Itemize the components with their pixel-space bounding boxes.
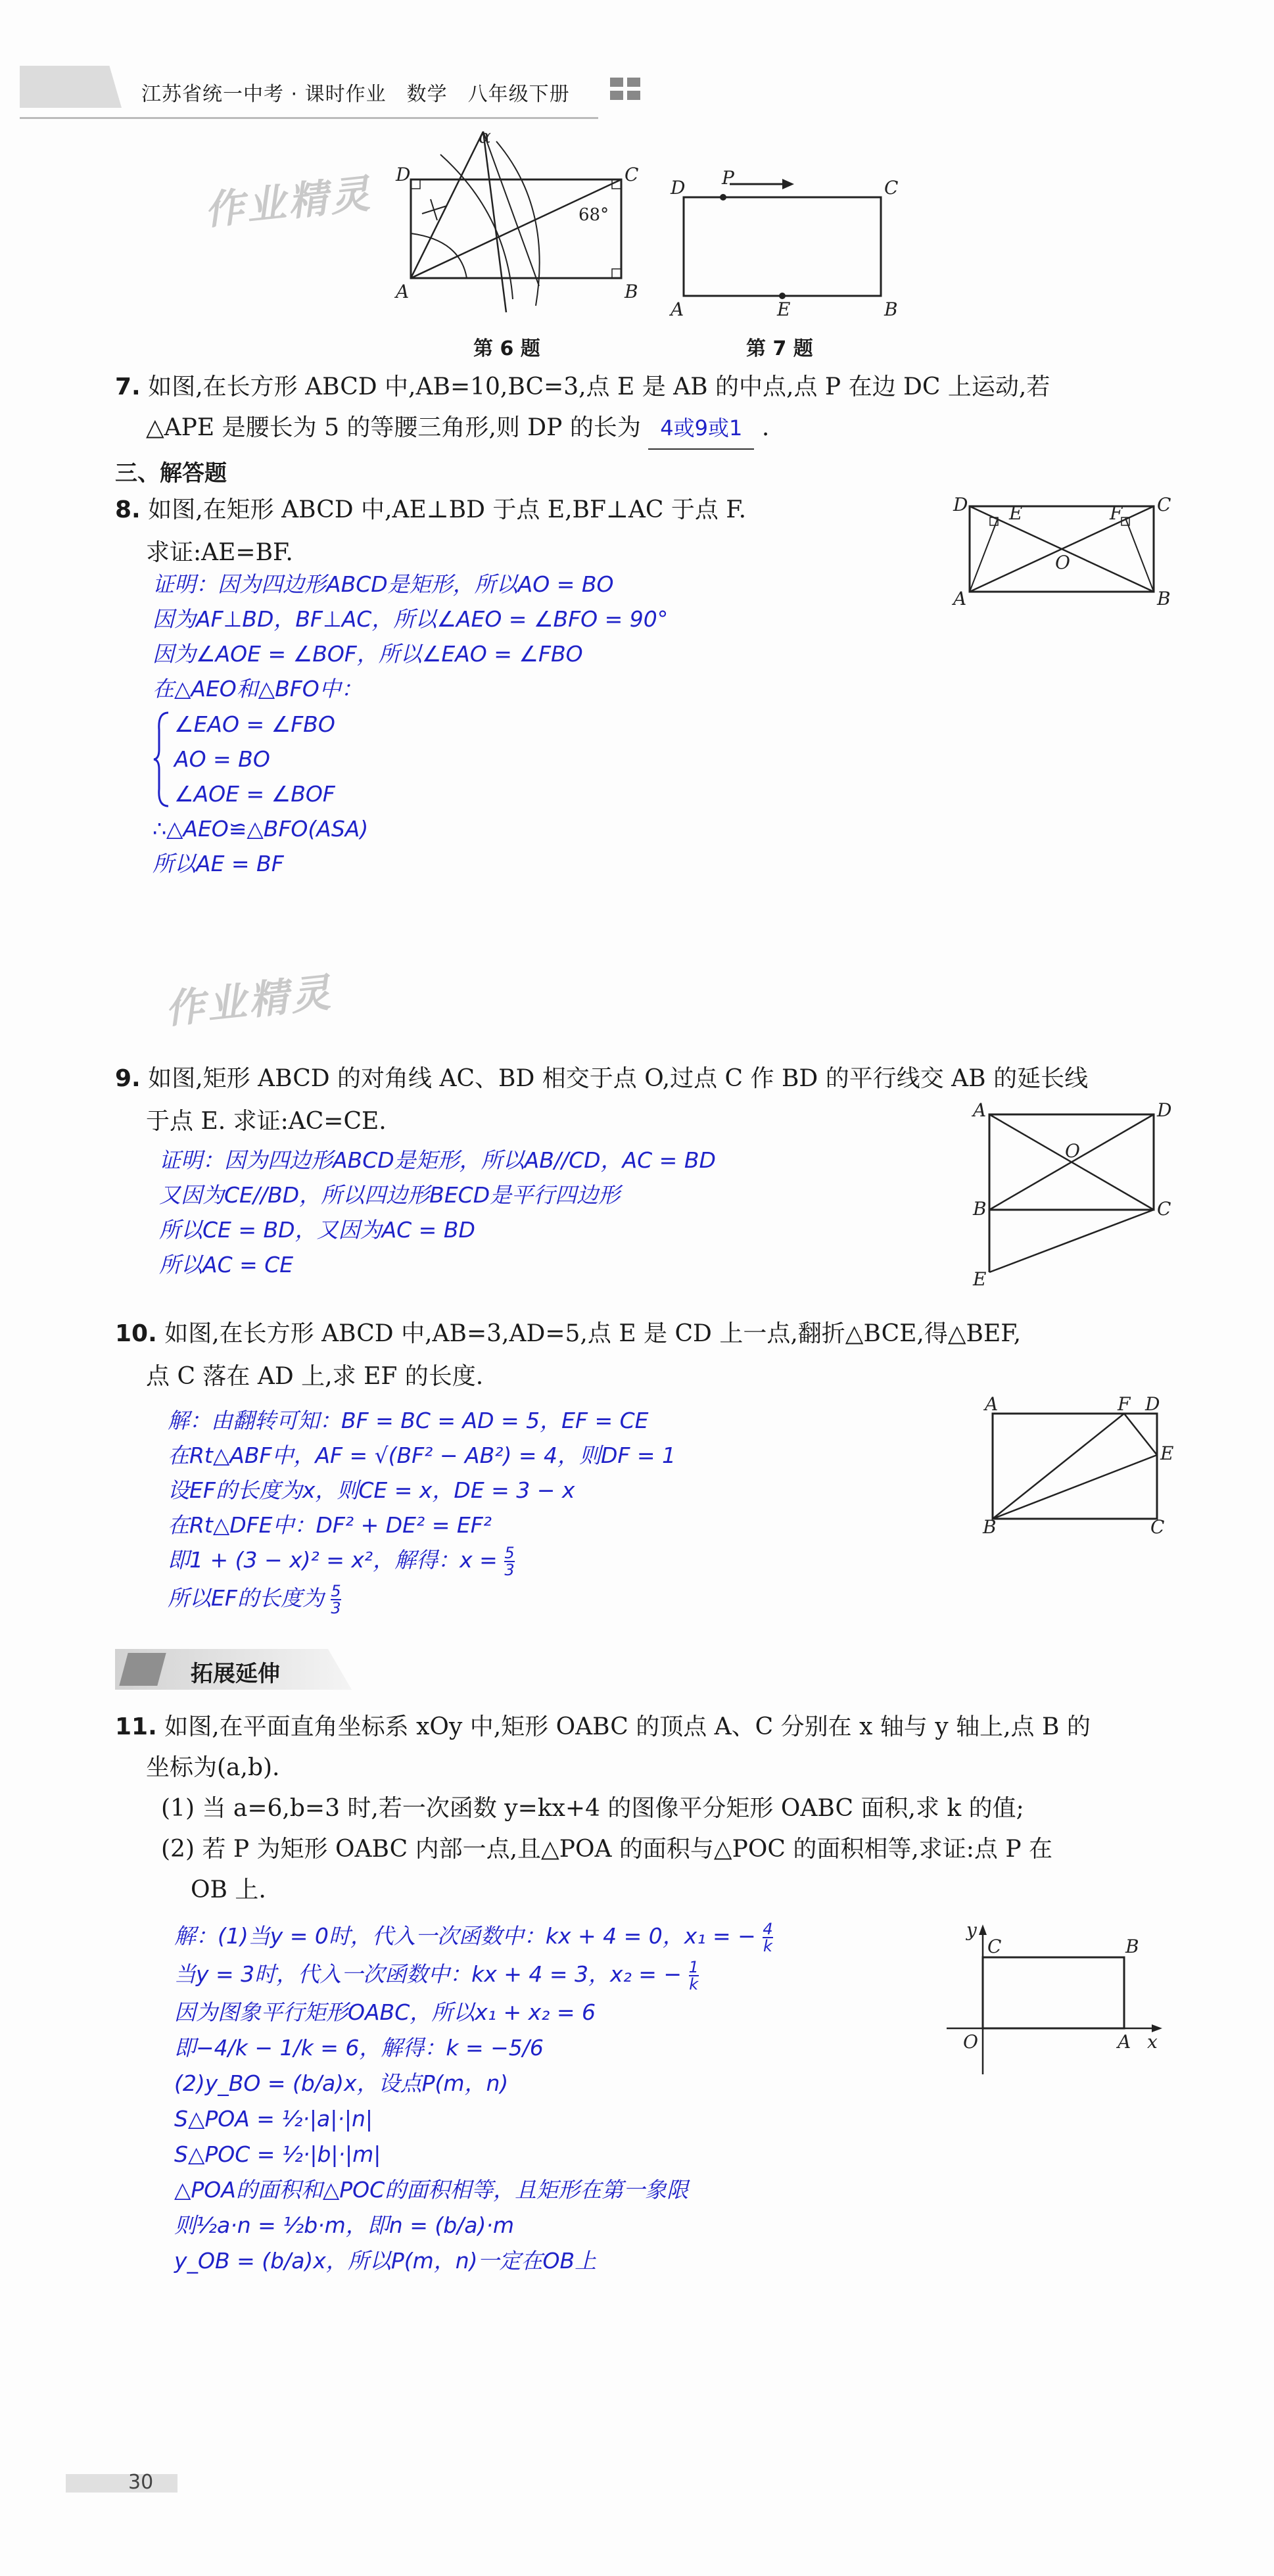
q8-line1 (115, 490, 746, 531)
q9-line1 (115, 1059, 1088, 1099)
q11-line2: 坐标为(a,b). (146, 1754, 280, 1781)
q11-frac2-den: k (689, 1974, 699, 1993)
q8-brace-icon (153, 710, 172, 809)
fig6-angle: 68° (578, 205, 609, 225)
q11-frac1-den: k (763, 1936, 772, 1955)
figure-11-diagram (947, 1923, 1170, 2081)
fig6-label-alpha: α (479, 128, 491, 147)
q10-fraction-final (331, 1583, 341, 1616)
q7-line1 (115, 367, 1050, 408)
footer-bar (66, 2474, 177, 2493)
q11-line1 (115, 1707, 1091, 1748)
q11-frac2-num: 1 (688, 1957, 699, 1976)
q8-solution-line-3: 因为∠AOE = ∠BOF，所以∠EAO = ∠FBO (153, 641, 583, 667)
q11-solution-line-10: y_OB = (b/a)x，所以P(m，n)一定在OB上 (174, 2248, 597, 2274)
q9-text-1: 如图,矩形 ABCD 的对角线 AC、BD 相交于点 O,过点 C 作 BD 的平行线交 AB 的延长线 (148, 1065, 1089, 1092)
fig11-label-b: B (1125, 1936, 1139, 1957)
fig8-label-c: C (1157, 494, 1171, 515)
q11-solution-line-5: (2)y_BO = (b/a)x，设点P(m，n) (174, 2070, 509, 2096)
fig9-label-e: E (973, 1268, 987, 1290)
q9-solution-line-4: 所以AC = CE (159, 1252, 294, 1277)
section-solution-heading: 三、解答题 (115, 460, 227, 487)
fig9-label-d: D (1157, 1099, 1172, 1121)
fig8-label-e: E (1009, 502, 1023, 524)
q8-condition-2: AO = BO (174, 746, 270, 772)
page-number: 30 (128, 2471, 154, 2494)
q11-solution-line-3: 因为图象平行矩形OABC，所以x₁ + x₂ = 6 (174, 1999, 596, 2025)
q8-condition-1: ∠EAO = ∠FBO (174, 711, 335, 737)
q9-solution-line-3: 所以CE = BD，又因为AC = BD (159, 1217, 475, 1243)
fig8-label-f: F (1110, 502, 1123, 524)
fig11-label-y: y (966, 1923, 977, 1941)
q7-line2 (146, 408, 769, 450)
q10-frac-den: 3 (504, 1560, 515, 1579)
figure-7-diagram (664, 158, 914, 322)
q10-line1 (115, 1314, 1021, 1354)
figure-6-diagram (381, 128, 644, 319)
q11-fraction-1 (763, 1921, 772, 1954)
q10-solution-line-1: 解：由翻转可知：BF = BC = AD = 5，EF = CE (168, 1408, 649, 1433)
q10-solution-line-6 (168, 1581, 341, 1616)
watermark-top: 作业精灵 (202, 170, 375, 235)
q11-fraction-2 (689, 1959, 699, 1992)
fig11-label-o: O (963, 2031, 978, 2053)
q11-solution-line-1 (174, 1919, 773, 1954)
q9-solution-line-1: 证明：因为四边形ABCD是矩形，所以AB//CD，AC = BD (159, 1147, 716, 1173)
watermark-middle: 作业精灵 (162, 969, 335, 1034)
q10-line2: 点 C 落在 AD 上,求 EF 的长度. (146, 1363, 484, 1390)
q10-solution-line-6-text: 所以EF的长度为 (168, 1585, 324, 1611)
fig6-label-d: D (396, 164, 411, 185)
fig7-label-p: P (722, 167, 734, 189)
fig9-label-o: O (1065, 1140, 1080, 1162)
fig11-label-x: x (1147, 2031, 1158, 2053)
q7-text-1: 如图,在长方形 ABCD 中,AB=10,BC=3,点 E 是 AB 的中点,点 P 在边 DC 上运动,若 (148, 373, 1050, 400)
q7-period: . (761, 414, 770, 441)
q9-line2: 于点 E. 求证:AC=CE. (146, 1108, 387, 1135)
q10-solution-line-5-text: 即1 + (3 − x)² = x²，解得：x = (168, 1547, 498, 1573)
header-grid-icon (610, 78, 647, 104)
q10-frac-num: 5 (504, 1543, 515, 1562)
q8-text-1: 如图,在矩形 ABCD 中,AE⊥BD 于点 E,BF⊥AC 于点 F. (148, 496, 747, 523)
fig8-label-b: B (1157, 588, 1171, 609)
q10-solution-line-5 (168, 1542, 515, 1578)
figure-9-diagram (966, 1098, 1177, 1295)
q7-text-2: △APE 是腰长为 5 的等腰三角形,则 DP 的长为 (146, 414, 641, 441)
fig10-label-d: D (1145, 1394, 1160, 1415)
q10-solution-line-3: 设EF的长度为x，则CE = x，DE = 3 − x (168, 1477, 575, 1503)
q8-solution-line-1: 证明：因为四边形ABCD是矩形，所以AO = BO (153, 571, 614, 597)
figure-8-diagram (947, 490, 1177, 611)
q11-text-1: 如图,在平面直角坐标系 xOy 中,矩形 OABC 的顶点 A、C 分别在 x 轴与 y 轴上,点 B 的 (164, 1713, 1091, 1740)
q8-solution-line-4: 在△AEO和△BFO中： (153, 676, 363, 702)
header-tab-decoration (20, 66, 122, 108)
q11-number: 11. (115, 1713, 157, 1740)
q8-line2: 求证:AE=BF. (146, 539, 293, 566)
q9-number: 9. (115, 1065, 141, 1092)
q8-solution-conclusion: ∴△AEO≌△BFO(ASA) (153, 816, 369, 842)
fig11-label-a: A (1118, 2031, 1131, 2053)
book-header-title: 江苏省统一中考 · 课时作业 数学 八年级下册 (141, 83, 570, 106)
q11-solution-line-2 (174, 1957, 699, 1992)
q11-solution-line-1-text: 解：(1)当y = 0时，代入一次函数中：kx + 4 = 0，x₁ = − (174, 1923, 756, 1949)
q8-condition-3: ∠AOE = ∠BOF (174, 781, 335, 807)
fig10-label-a: A (985, 1394, 999, 1415)
fig10-label-c: C (1150, 1516, 1165, 1535)
header-rule (20, 117, 598, 119)
q11-solution-line-8: △POA的面积和△POC的面积相等，且矩形在第一象限 (174, 2177, 689, 2203)
fig6-label-a: A (396, 281, 410, 302)
fig9-label-b: B (973, 1198, 987, 1220)
q11-part2-line2: OB 上. (191, 1876, 266, 1903)
q10-text-1: 如图,在长方形 ABCD 中,AB=3,AD=5,点 E 是 CD 上一点,翻折△BCE,得△BEF, (164, 1320, 1022, 1347)
q11-part1: (1) 当 a=6,b=3 时,若一次函数 y=kx+4 的图像平分矩形 OABC 面积,求 k 的值; (161, 1795, 1024, 1822)
figure-7-caption: 第 7 题 (746, 337, 813, 360)
q8-number: 8. (115, 496, 141, 523)
fig6-label-c: C (625, 164, 639, 185)
fig8-label-o: O (1055, 552, 1070, 573)
fig9-label-a: A (973, 1099, 987, 1121)
figure-6-caption: 第 6 题 (473, 337, 540, 360)
fig10-label-f: F (1118, 1394, 1131, 1415)
q8-solution-final: 所以AE = BF (153, 851, 284, 876)
fig7-label-d: D (671, 177, 686, 199)
q11-solution-line-2-text: 当y = 3时，代入一次函数中：kx + 4 = 3，x₂ = − (174, 1961, 682, 1987)
q7-answer: 4或9或1 (648, 408, 754, 450)
q11-solution-line-9: 则½a·n = ½b·m，即n = (b/a)·m (174, 2212, 515, 2238)
fig10-label-b: B (983, 1516, 997, 1535)
fig7-label-b: B (884, 298, 898, 320)
fig7-label-e: E (777, 298, 791, 320)
fig9-label-c: C (1157, 1198, 1171, 1220)
q11-solution-line-4: 即−4/k − 1/k = 6，解得：k = −5/6 (174, 2035, 544, 2061)
fig8-label-a: A (953, 588, 967, 609)
q10-solution-line-4: 在Rt△DFE中：DF² + DE² = EF² (168, 1512, 492, 1538)
figure-10-diagram (973, 1394, 1183, 1535)
q11-part2-line1: (2) 若 P 为矩形 OABC 内部一点,且△POA 的面积与△POC 的面积相等,求证:点 P 在 (161, 1836, 1053, 1863)
fig11-label-c: C (987, 1936, 1002, 1957)
q10-frac-final-num: 5 (331, 1581, 341, 1600)
fig7-label-a: A (671, 298, 684, 320)
q8-solution-line-2: 因为AF⊥BD，BF⊥AC，所以∠AEO = ∠BFO = 90° (153, 606, 669, 632)
extension-title: 拓展延伸 (191, 1661, 280, 1687)
q9-solution-line-2: 又因为CE//BD，所以四边形BECD是平行四边形 (159, 1182, 621, 1208)
q11-solution-line-6: S△POA = ½·|a|·|n| (174, 2106, 373, 2132)
q7-number: 7. (115, 373, 141, 400)
q11-solution-line-7: S△POC = ½·|b|·|m| (174, 2141, 381, 2167)
fig7-label-c: C (884, 177, 899, 199)
q10-solution-line-2: 在Rt△ABF中，AF = √(BF² − AB²) = 4，则DF = 1 (168, 1443, 676, 1468)
fig6-label-b: B (625, 281, 638, 302)
fig8-label-d: D (953, 494, 968, 515)
q11-frac1-num: 4 (763, 1919, 773, 1938)
fig10-label-e: E (1160, 1443, 1174, 1464)
q10-frac-final-den: 3 (331, 1598, 341, 1617)
q10-fraction-answer (504, 1545, 514, 1578)
q10-number: 10. (115, 1320, 157, 1347)
